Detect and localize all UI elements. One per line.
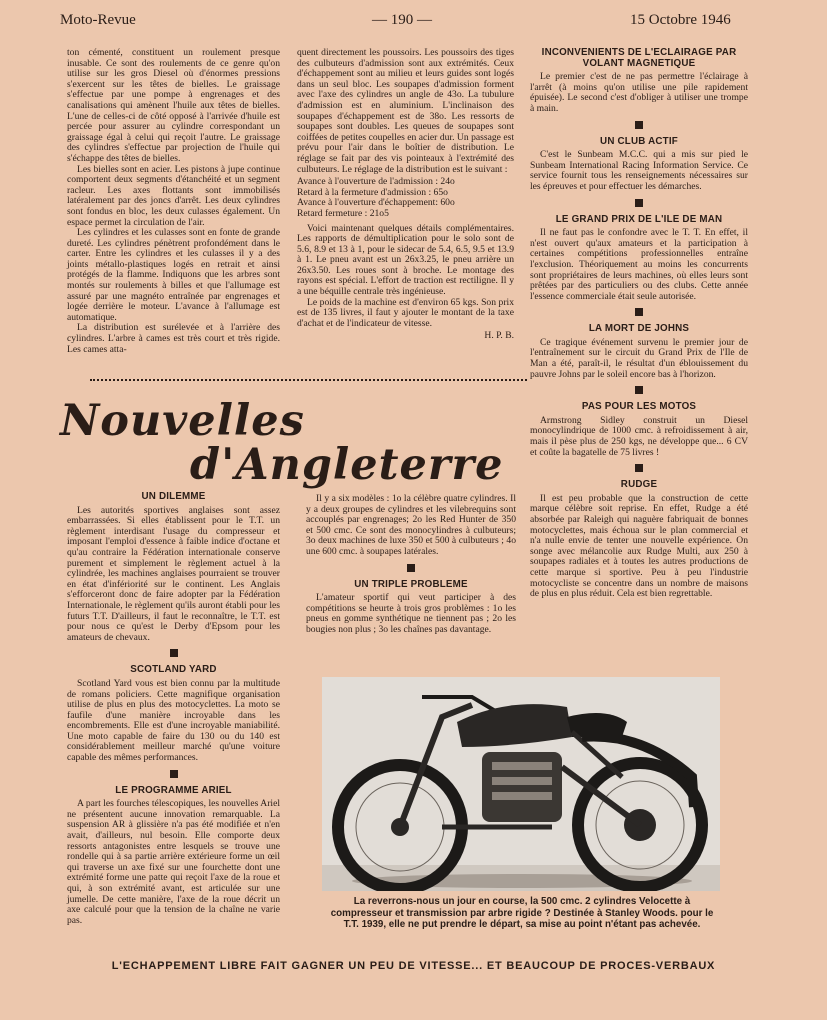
section-title: UN DILEMME	[141, 491, 206, 502]
separator-square	[170, 649, 178, 657]
paragraph: Le premier c'est de ne pas permettre l'éclairage à l'arrêt (à moins qu'on utilise une pile rapidement épuisée). Le second c'est d'obliger à utiliser une trompe à main.	[530, 71, 748, 114]
section-title: LE GRAND PRIX DE L'ILE DE MAN	[555, 213, 723, 225]
article-top-column-2	[297, 48, 514, 342]
section-title: PAS POUR LES MOTOS	[581, 401, 697, 413]
separator-square	[635, 386, 643, 394]
motorcycle-icon	[322, 677, 720, 891]
headline-line-1: Nouvelles	[60, 396, 305, 446]
separator-square	[407, 564, 415, 572]
timing-line: Retard fermeture : 21o5	[297, 207, 389, 219]
headline-line-2: d'Angleterre	[190, 440, 504, 490]
news-left-column	[67, 492, 280, 926]
separator-square	[635, 308, 643, 316]
paragraph: quent directement les poussoirs. Les poussoirs des tiges des culbuteurs d'admission sont aux extrémités. Ceux d'échappement sont au milieu et leurs guides sont logés dans un seul bloc. Les soupapes d'admission forment avec l'axe des cylindres un angle de 43o. La tubulure d'admission est en aluminium. L'inclinaison des soupapes d'échappement est de 38o. Les ressorts de soupapes sont doubles. Les queues de soupapes sont coiffées de petites coupelles en acier dur. Un passage est prévu pour l'air dans le boîtier de distribution. Le réglage se fait par des vis pointeaux à l'extrémité des culbuteurs. Le réglage de la distribution est le suivant :	[297, 47, 514, 175]
news-right-column	[530, 48, 748, 600]
section-title: LA MORT DE JOHNS	[588, 323, 690, 335]
paragraph: A part les fourches télescopiques, les nouvelles Ariel ne présentent aucune innovation remarquable. La suspension AR à glissière n'a pas été modifiée et n'en avait, d'ailleurs, nul besoin. Elle comporte deux ressorts antagonistes entre lesquels se trouve une rondelle qui à sa partie arrière extérieure forme un œil qui traverse un axe fixé sur une fourchette dont une extrémité forme une patte qui reçoit l'axe de la roue et qui, à son extrémité avant, est articulée sur une jumelle. De cette manière, l'axe de la roue décrit un axe calculé pour que la tension de la chaîne ne varie pas.	[67, 798, 280, 926]
paragraph: Les autorités sportives anglaises sont assez embarrassées. Si elles établissent pour le T.T. un règlement interdisant l'usage du compresseur et imposant l'emploi d'essence à faible indice d'octane et qu'au contraire la Fédération internationale conserve purement et simplement le règlement actuel à la cylindrée, les machines anglaises pourraient se trouver en état d'infériorité sur le continent. Les Anglais s'efforceront donc de faire adopter par la Fédération Internationale, le règlement qu'ils auront établi pour les futurs T.T. D'ailleurs, il faut le reconnaître, le T.T. est pour nous ce qu'est le Derby d'Epsom pour les amateurs de chevaux.	[67, 504, 280, 643]
header-date: 15 Octobre 1946	[630, 12, 731, 28]
paragraph: Les bielles sont en acier. Les pistons à jupe continue comportent deux segments d'étanchéité et un segment racleur. Les axes flottants sont immobilisés latéralement par des joncs d'arrêt. Les deux cylindres sont fondus en bloc, les deux culasses également. Un espace permet la circulation de l'air.	[67, 163, 280, 228]
section-title: RUDGE	[620, 479, 658, 491]
header-magazine-name: Moto-Revue	[60, 12, 136, 28]
photo-caption: La reverrons-nous un jour en course, la 500 cmc. 2 cylindres Velocette à compresseur et transmission par arbre rigide ? Destinée à Stanley Woods. pour le T.T. 1939, elle ne put prendre le départ, sa mise au point n'étant pas achevée.	[330, 896, 714, 931]
header-page-number: — 190 —	[372, 12, 432, 28]
separator-square	[635, 199, 643, 207]
article-top-column-1	[67, 48, 280, 355]
paragraph: Voici maintenant quelques détails complémentaires. Les rapports de démultiplication pour le solo sont de 5.6, 8.9 et 13 à 1, pour le sidecar de 5.4, 6.5, 9.5 et 13.9 à 1. Le pneu avant est un 26x3.25, le pneu arrière un 26x3.50. Les roues sont à broche. Le montage des rayons est spécial. L'effort de traction est rectiligne. Il y a une béquille centrale très ingénieuse.	[297, 222, 514, 298]
dotted-separator	[90, 379, 527, 381]
paragraph: Ce tragique événement survenu le premier jour de l'entraînement sur le circuit du Grand Prix de l'Ile de Man a été, paraît-il, le résultat d'un éblouissement du pauvre Johns par le soleil encore bas à l'horizon.	[530, 336, 748, 380]
author-signature: H. P. B.	[484, 330, 514, 342]
paragraph: ton cémenté, constituent un roulement presque inusable. Ce sont des roulements de ce genre qu'on utilise sur les gros Diesel où d'énormes pressions s'exercent sur les têtes de bielles. Le graissage s'effectue par une pompe à engrenages et des canalisations qui amènent l'huile aux têtes de bielles. L'une de celles-ci de côté opposé à l'arrivée d'huile est percée pour assurer au cylindre correspondant un graissage égal à celui qui reçoit l'autre. Le graissage des cylindres s'effectue par projection de l'huile qui s'échappe des têtes de bielles.	[67, 47, 280, 164]
section-title: INCONVENIENTS DE L'ECLAIRAGE PAR VOLANT MAGNETIQUE	[541, 47, 737, 69]
paragraph: Scotland Yard vous est bien connu par la multitude de romans policiers. Cette magnifique organisation utilise de plus en plus des motocyclettes. La moto se faufile d'une manière incroyable dans les encombrements. Elle est d'une incroyable maniabilité. Une moto capable de faire du 130 ou du 140 est considérablement meilleur marché qu'une voiture capable des mêmes performances.	[67, 677, 280, 764]
timing-line: Retard à la fermeture d'admission : 65o	[297, 186, 448, 198]
separator-square	[635, 464, 643, 472]
paragraph: Il est peu probable que la construction de cette marque célèbre soit reprise. En effet, Rudge a été absorbée par Raleigh qui naguère fabriquait de bonnes motocyclettes, mais échoua sur le plan commercial et n'a nulle envie de tenter une nouvelle expérience. On songe avec mélancolie aux Rudge Multi, aux 250 à soupapes radiales et à toutes les autres productions de cette marque si sportive. Peu à peu l'industrie motocycliste se concentre dans un nombre de maisons de plus en plus réduit. Cela est bien regrettable.	[530, 492, 748, 600]
separator-square	[170, 770, 178, 778]
paragraph: Les cylindres et les culasses sont en fonte de grande dureté. Les cylindres pénètrent profondément dans le carter. Entre les cylindres et les culasses il y a des joints métallo-plastiques logés en retrait et ainsi protégés de la flamme. Indiquons que les arbres sont montés sur roulements à billes et que l'allumage est assuré par une magnéto entraînée par engrenages et logée derrière le moteur. L'avance à l'allumage est automatique.	[67, 227, 280, 323]
paragraph: La distribution est surélevée et à l'arrière des cylindres. L'arbre à cames est très court et très rigide. Les cames atta-	[67, 322, 280, 355]
paragraph: C'est le Sunbeam M.C.C. qui a mis sur pied le Sunbeam International Racing Information Service. Ce service fournit tous les renseignements nécessaires sur les épreuves et pour effectuer les démarches.	[530, 149, 748, 192]
motorcycle-photo	[322, 677, 720, 891]
paragraph: Il y a six modèles : 1o la célèbre quatre cylindres. Il y a deux groupes de cylindres et les vilebrequins sont accouplés par engrenages; 2o les Red Hunter de 350 et 500 cmc. Ce sont des monocylindres à culbuteurs; 3o deux machines de luxe 350 et 500 à culbuteurs ; 4o une 600 cmc. à soupapes latérales.	[306, 493, 516, 557]
section-title: LE PROGRAMME ARIEL	[115, 784, 232, 796]
timing-list	[297, 177, 514, 219]
footer-slogan: L'ECHAPPEMENT LIBRE FAIT GAGNER UN PEU DE VITESSE... ET BEAUCOUP DE PROCES-VERBAUX	[111, 960, 716, 972]
paragraph: Il ne faut pas le confondre avec le T. T. En effet, il n'est ouvert qu'aux amateurs et la participation à certaines compétitions professionnelles entraîne l'exclusion. Théoriquement au moins les concurrents sont propriétaires de leurs machines, où elles leurs sont prêtées par des particuliers ou des clubs. Cette année l'essence commerciale était seule autorisée.	[530, 227, 748, 302]
section-title: SCOTLAND YARD	[130, 664, 217, 676]
section-title: UN TRIPLE PROBLEME	[354, 578, 468, 590]
paragraph: Le poids de la machine est d'environ 65 kgs. Son prix est de 135 livres, il faut y ajouter le montant de la taxe d'achat et de l'indicateur de vitesse.	[297, 296, 514, 329]
news-middle-column	[306, 494, 516, 636]
separator-square	[635, 121, 643, 129]
paragraph: Armstrong Sidley construit un Diesel monocylindrique de 1000 cmc. à refroidissement à air, mais il pèse plus de 250 kgs, ne développe que... 6 CV et coûte la bagatelle de 75 livres !	[530, 414, 748, 458]
section-title: UN CLUB ACTIF	[600, 135, 678, 147]
timing-line: Avance à l'ouverture d'échappement: 60o	[297, 197, 455, 209]
timing-line: Avance à l'ouverture de l'admission : 24o	[297, 176, 455, 188]
paragraph: L'amateur sportif qui veut participer à des compétitions se heurte à trois gros problèmes : 1o les pneus en gomme synthétique ne tiennent pas ; 2o les bougies non plus ; 3o les chaînes pas davantage.	[306, 592, 516, 635]
